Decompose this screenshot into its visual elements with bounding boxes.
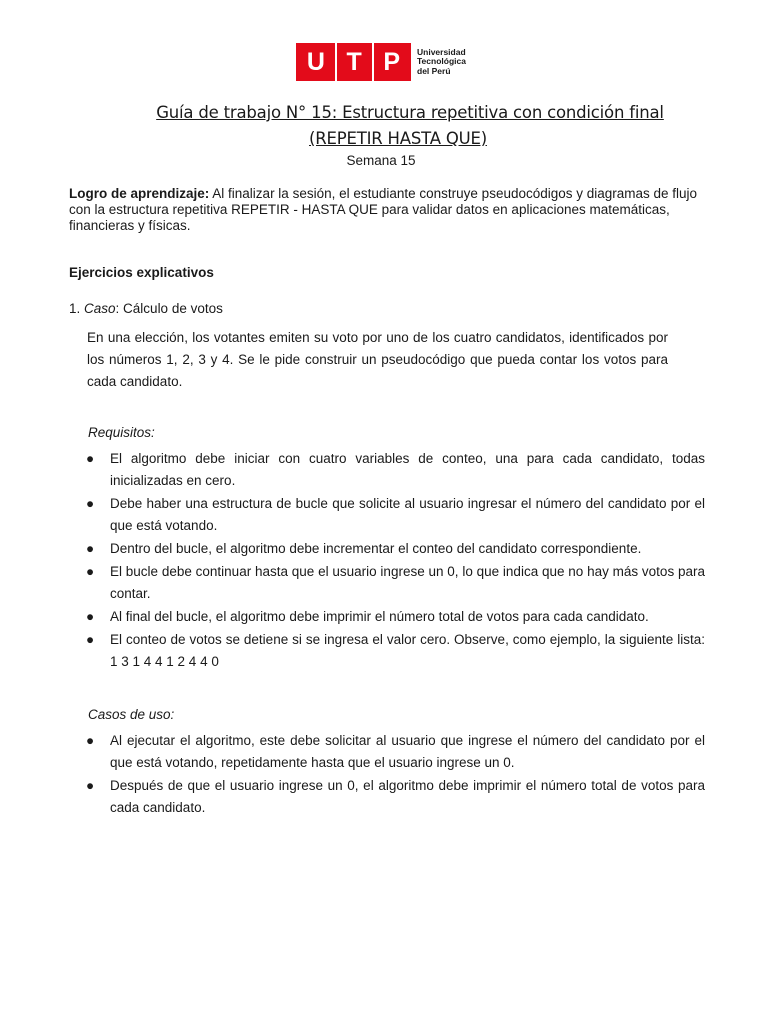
bullet-icon: ● [86, 733, 95, 748]
case-label: Caso [84, 301, 116, 316]
case-description: En una elección, los votantes emiten su voto por uno de los cuatro candidatos, identificados por los números 1, 2, 3 y 4. Se le pide construir un pseudocódigo que pueda contar los votos para cada candidato. [87, 330, 668, 389]
bullet-icon: ● [86, 632, 95, 647]
university-name [417, 48, 466, 77]
university-name-line: del Perú [417, 65, 451, 76]
use-cases-list [0, 730, 705, 820]
utp-logo-mark [296, 43, 411, 81]
requirements-list [0, 448, 705, 674]
logo-separator [372, 43, 374, 81]
bullet-icon: ● [86, 564, 95, 579]
bullet-icon: ● [86, 451, 95, 466]
logo-letter-u: U [306, 48, 325, 76]
logo-letter-t: T [346, 48, 362, 76]
list-item [0, 730, 705, 774]
list-item [0, 606, 705, 628]
bullet-icon: ● [86, 778, 95, 793]
list-item-text: El conteo de votos se detiene si se ingresa el valor cero. Observe, como ejemplo, la siguiente lista: 1 3 1 4 4 1 2 4 4 0 [110, 632, 705, 669]
document-title: Guía de trabajo N° 15: Estructura repetitiva con condición final [156, 103, 664, 122]
university-name-line: Universidad [417, 46, 466, 57]
case-number: 1. [69, 301, 81, 316]
list-item-text: Debe haber una estructura de bucle que solicite al usuario ingresar el número del candidato por el que está votando. [110, 496, 705, 533]
list-item [0, 538, 705, 560]
document-subtitle: (REPETIR HASTA QUE) [309, 129, 487, 148]
list-item [0, 629, 705, 673]
list-item [0, 448, 705, 492]
learning-outcome [69, 186, 709, 234]
logo-separator [335, 43, 337, 81]
logo-letter-p: P [383, 48, 401, 76]
list-item [0, 493, 705, 537]
learning-outcome-label: Logro de aprendizaje: [69, 186, 210, 201]
list-item-text: Después de que el usuario ingrese un 0, el algoritmo debe imprimir el número total de votos para cada candidato. [110, 778, 705, 815]
bullet-icon: ● [86, 609, 95, 624]
case-title [69, 301, 223, 317]
case-name: : Cálculo de votos [115, 301, 223, 316]
week-label: Semana 15 [346, 153, 416, 168]
bullet-icon: ● [86, 496, 95, 511]
section-heading: Ejercicios explicativos [69, 265, 214, 280]
list-item-text: El algoritmo debe iniciar con cuatro variables de conteo, una para cada candidato, todas inicializadas en cero. [110, 451, 705, 488]
list-item-text: Dentro del bucle, el algoritmo debe incrementar el conteo del candidato correspondiente. [110, 541, 642, 556]
utp-logo [296, 43, 466, 81]
bullet-icon: ● [86, 541, 95, 556]
learning-outcome-text: Al finalizar la sesión, el estudiante construye pseudocódigos y diagramas de flujo con la estructura repetitiva REPETIR - HASTA QUE para validar datos en aplicaciones matemáticas, financieras y físicas. [69, 186, 698, 233]
use-cases-heading: Casos de uso: [88, 707, 175, 722]
requirements-heading: Requisitos: [88, 425, 155, 440]
university-name-line: Tecnológica [417, 56, 466, 67]
list-item-text: El bucle debe continuar hasta que el usuario ingrese un 0, lo que indica que no hay más votos para contar. [110, 564, 705, 601]
list-item-text: Al ejecutar el algoritmo, este debe solicitar al usuario que ingrese el número del candidato por el que está votando, repetidamente hasta que el usuario ingrese un 0. [110, 733, 705, 770]
list-item [0, 775, 705, 819]
list-item [0, 561, 705, 605]
list-item-text: Al final del bucle, el algoritmo debe imprimir el número total de votos para cada candidato. [110, 609, 649, 624]
